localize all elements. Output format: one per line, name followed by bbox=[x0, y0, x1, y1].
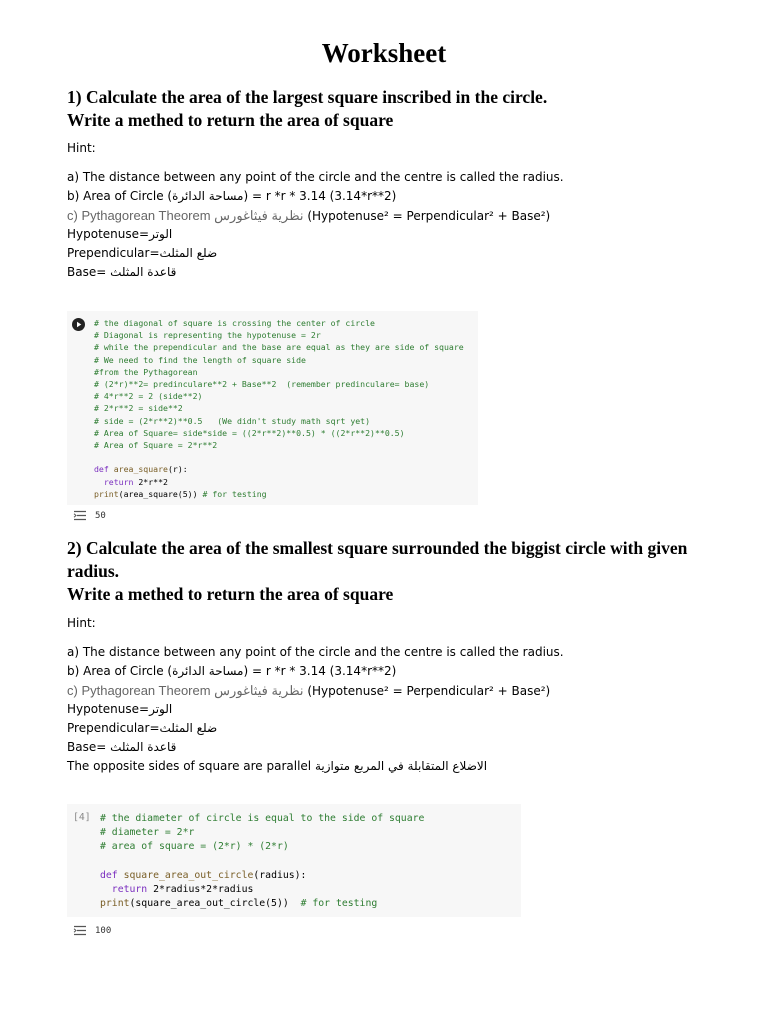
question-2-heading bbox=[67, 537, 727, 606]
code-comment: # diameter = 2*r bbox=[100, 827, 195, 839]
q2-opposite-sides-label: The opposite sides of square are parallel bbox=[67, 759, 315, 773]
question-2-line-1: 2) Calculate the area of the smallest square surrounded the biggist circle with given radius. bbox=[67, 538, 688, 581]
code-builtin: print bbox=[94, 488, 119, 499]
q2-hint-c-label: c) Pythagorean Theorem bbox=[67, 683, 215, 698]
code-args: (area_square(5)) bbox=[118, 488, 198, 499]
play-circle-icon[interactable] bbox=[72, 316, 85, 335]
code-cell-2-output bbox=[73, 925, 111, 936]
q2-perpendicular bbox=[67, 719, 217, 738]
q2-hint-c-arabic: نظرية فيثاغورس bbox=[214, 683, 304, 698]
output-value: 100 bbox=[95, 925, 112, 936]
q1-hint-c-label: c) Pythagorean Theorem bbox=[67, 208, 215, 223]
output-toggle-icon[interactable] bbox=[73, 510, 87, 521]
code-comment: # We need to find the length of square side bbox=[94, 354, 306, 365]
code-cell-2[interactable] bbox=[67, 804, 521, 917]
q2-hypotenuse-arabic: الوتر bbox=[149, 702, 173, 716]
code-comment: # 4*r**2 = 2 (side**2) bbox=[94, 391, 203, 402]
q1-base-arabic: قاعدة المثلث bbox=[110, 265, 177, 279]
q2-hint-c-formula: (Hypotenuse² = Perpendicular² + Base²) bbox=[303, 684, 551, 698]
code-keyword: return bbox=[111, 884, 148, 896]
q1-perpendicular bbox=[67, 244, 217, 263]
code-comment: # (2*r)**2= predinculare**2 + Base**2 (remember predinculare= base) bbox=[94, 379, 430, 390]
q1-hypotenuse-label: Hypotenuse= bbox=[67, 227, 150, 241]
q1-hint-a: a) The distance between any point of the circle and the centre is called the radius. bbox=[67, 170, 564, 184]
q2-hint-label: Hint: bbox=[67, 616, 96, 630]
q2-opposite-sides bbox=[67, 757, 487, 776]
q1-base bbox=[67, 263, 176, 282]
code-comment: #from the Pythagorean bbox=[94, 366, 198, 377]
code-comment: # Diagonal is representing the hypotenuse = 2r bbox=[94, 330, 321, 341]
code-expression: 2*r**2 bbox=[138, 476, 168, 487]
code-args: (square_area_out_circle(5)) bbox=[129, 898, 289, 910]
q2-base bbox=[67, 738, 176, 757]
code-cell-1-source[interactable] bbox=[94, 317, 464, 500]
q2-hint-b-pre: b) Area of Circle ( bbox=[67, 664, 173, 678]
question-1-line-1: 1) Calculate the area of the largest square inscribed in the circle. bbox=[67, 87, 548, 107]
code-args: (r): bbox=[167, 464, 188, 475]
code-function-name: area_square bbox=[113, 464, 168, 475]
code-comment: # for testing bbox=[202, 488, 267, 499]
code-comment: # 2*r**2 = side**2 bbox=[94, 403, 183, 414]
code-keyword: def bbox=[94, 464, 109, 475]
q2-perpendicular-arabic: ضلع المثلث bbox=[159, 721, 218, 735]
q1-perpendicular-label: Prependicular= bbox=[67, 246, 160, 260]
q1-hint-c-arabic: نظرية فيثاغورس bbox=[214, 208, 304, 223]
question-2-line-2: Write a methed to return the area of square bbox=[67, 584, 394, 604]
q2-hint-c bbox=[67, 681, 550, 701]
code-comment: # the diameter of circle is equal to the side of square bbox=[100, 813, 425, 824]
code-keyword: def bbox=[100, 869, 118, 881]
q2-opposite-sides-arabic: الاضلاع المتقابلة في المربع متوازية bbox=[314, 759, 488, 773]
cell-execution-count: [4] bbox=[73, 812, 91, 823]
q2-base-arabic: قاعدة المثلث bbox=[110, 740, 177, 754]
question-1-line-2: Write a methed to return the area of square bbox=[67, 110, 394, 130]
code-keyword: return bbox=[103, 476, 134, 487]
q1-hint-label: Hint: bbox=[67, 141, 96, 155]
q1-hypotenuse-arabic: الوتر bbox=[149, 227, 173, 241]
q1-hint-b-post: ) = r *r * 3.14 (3.14*r**2) bbox=[243, 189, 397, 203]
q2-hint-b-arabic: مساحة الدائرة bbox=[172, 664, 244, 678]
code-comment: # Area of Square= side*side = ((2*r**2)**0.5) * ((2*r**2)**0.5) bbox=[94, 427, 405, 438]
q2-hint-b bbox=[67, 662, 396, 681]
code-function-name: square_area_out_circle bbox=[123, 869, 254, 881]
code-cell-1-output bbox=[73, 510, 106, 521]
output-toggle-icon[interactable] bbox=[73, 925, 87, 936]
output-value: 50 bbox=[95, 510, 106, 521]
code-expression: 2*radius*2*radius bbox=[153, 884, 254, 896]
code-builtin: print bbox=[100, 898, 130, 910]
q1-hypotenuse bbox=[67, 225, 172, 244]
q2-hint-a: a) The distance between any point of the circle and the centre is called the radius. bbox=[67, 645, 564, 659]
code-comment: # for testing bbox=[300, 898, 378, 910]
code-args: (radius): bbox=[253, 869, 307, 881]
code-comment: # while the prependicular and the base are equal as they are side of square bbox=[94, 342, 464, 353]
q1-hint-b bbox=[67, 187, 396, 206]
q1-base-label: Base= bbox=[67, 265, 111, 279]
q1-perpendicular-arabic: ضلع المثلث bbox=[159, 246, 218, 260]
q1-hint-b-arabic: مساحة الدائرة bbox=[172, 189, 244, 203]
q1-hint-b-pre: b) Area of Circle ( bbox=[67, 189, 173, 203]
q2-base-label: Base= bbox=[67, 740, 111, 754]
q2-hypotenuse bbox=[67, 700, 172, 719]
code-cell-1[interactable] bbox=[67, 311, 478, 505]
code-comment: # the diagonal of square is crossing the center of circle bbox=[94, 318, 375, 328]
q2-hypotenuse-label: Hypotenuse= bbox=[67, 702, 150, 716]
page-title: Worksheet bbox=[321, 38, 447, 68]
q2-hint-b-post: ) = r *r * 3.14 (3.14*r**2) bbox=[243, 664, 397, 678]
question-1-heading bbox=[67, 86, 727, 132]
code-cell-2-source[interactable] bbox=[100, 812, 424, 911]
q1-hint-c-formula: (Hypotenuse² = Perpendicular² + Base²) bbox=[303, 209, 551, 223]
q1-hint-c bbox=[67, 206, 550, 226]
code-comment: # Area of Square = 2*r**2 bbox=[94, 440, 218, 451]
code-comment: # area of square = (2*r) * (2*r) bbox=[100, 841, 289, 853]
code-comment: # side = (2*r**2)**0.5 (We didn't study math sqrt yet) bbox=[94, 415, 371, 426]
q2-perpendicular-label: Prependicular= bbox=[67, 721, 160, 735]
